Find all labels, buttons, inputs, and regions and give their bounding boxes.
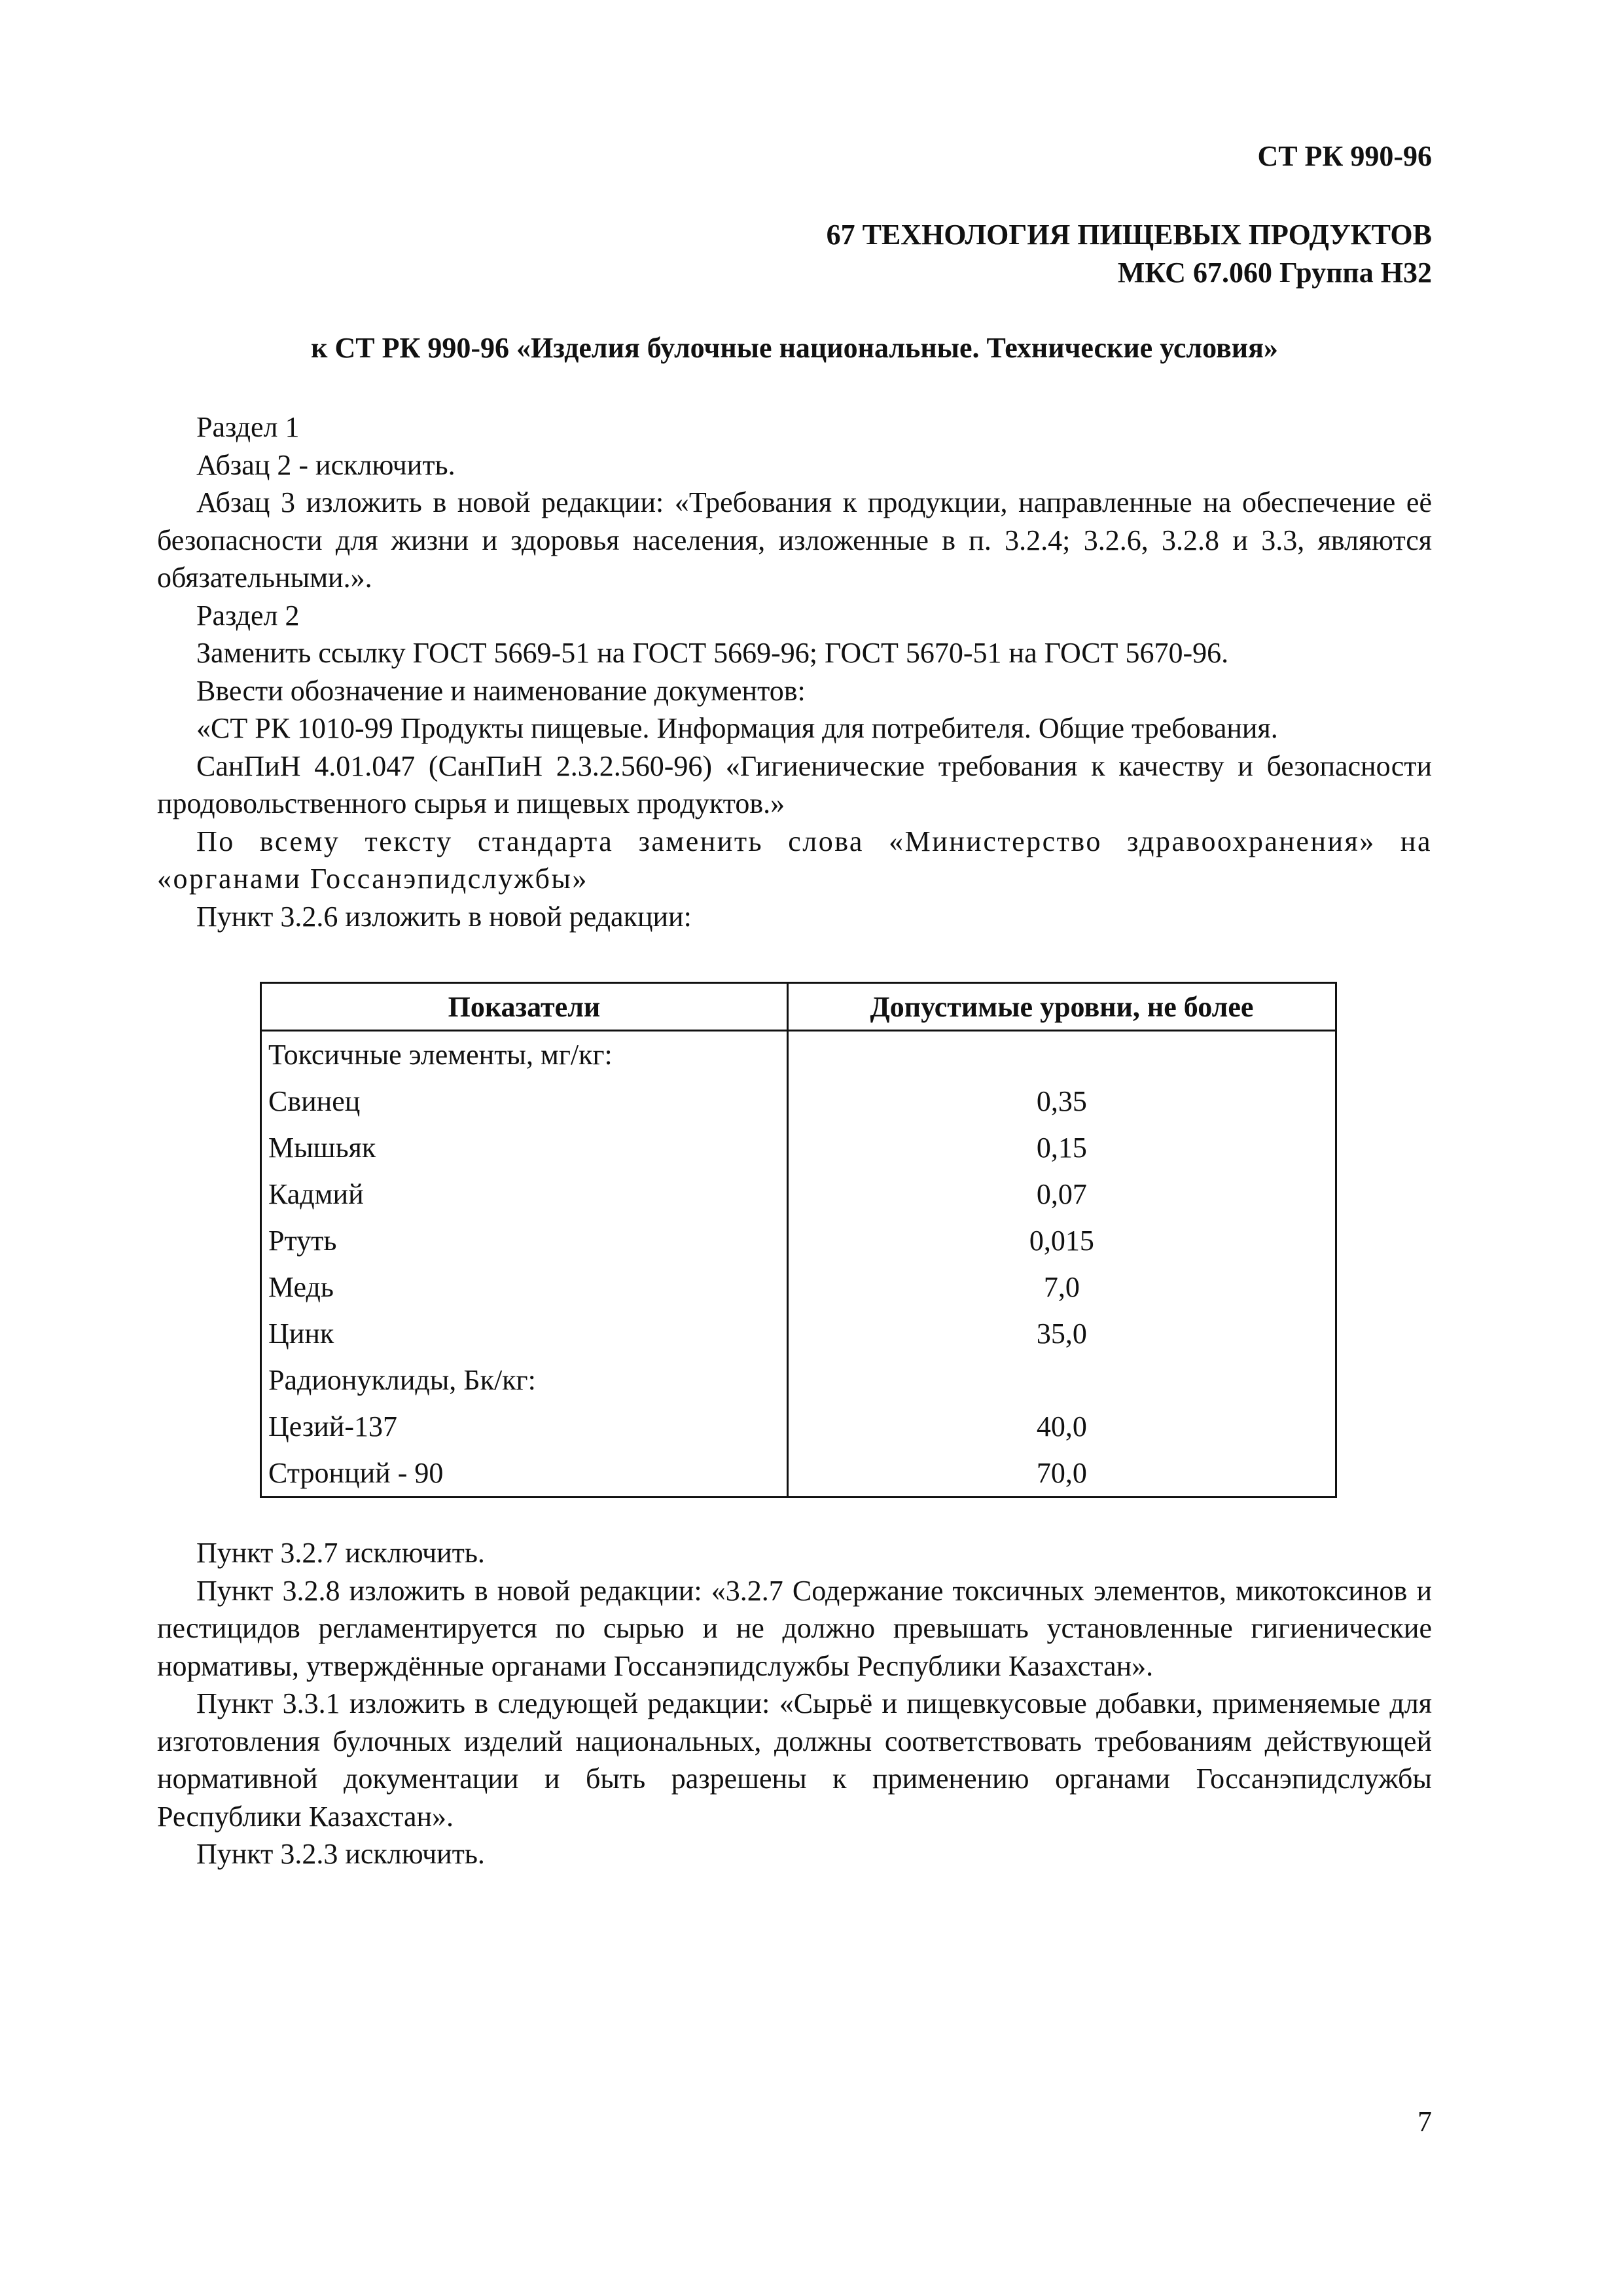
table-row (261, 1264, 1336, 1310)
table-cell-name: Токсичные элементы, мг/кг: (261, 1031, 788, 1079)
table-row (261, 1310, 1336, 1357)
table-cell-name: Медь (261, 1264, 788, 1310)
paragraph: Ввести обозначение и наименование документов: (196, 674, 806, 707)
paragraph: «СТ РК 1010-99 Продукты пищевые. Информация для потребителя. Общие требования. (196, 712, 1278, 744)
table-row (261, 1357, 1336, 1403)
table-cell-value: 40,0 (787, 1403, 1336, 1450)
table-cell-value: 0,015 (787, 1217, 1336, 1264)
table-cell-value: 0,07 (787, 1171, 1336, 1217)
paragraph: Раздел 2 (196, 599, 300, 632)
table-cell-value: 35,0 (787, 1310, 1336, 1357)
paragraph: Заменить ссылку ГОСТ 5669-51 на ГОСТ 5669-96; ГОСТ 5670-51 на ГОСТ 5670-96. (196, 637, 1229, 669)
table-cell-name: Кадмий (261, 1171, 788, 1217)
table-cell-name: Цезий-137 (261, 1403, 788, 1450)
ics-group: МКС 67.060 Группа Н32 (1117, 257, 1432, 289)
paragraph: Абзац 3 изложить в новой редакции: «Требования к продукции, направленные на обеспечение её безопасности для жизни и здоровья населения, изложенные в п. 3.2.4; 3.2.6, 3.2.8 и 3.3, являются обязательными.». (157, 486, 1432, 594)
table-row (261, 1217, 1336, 1264)
body-text-after-table (157, 1534, 1432, 1873)
table-row (261, 1078, 1336, 1124)
paragraph: Раздел 1 (196, 411, 300, 443)
table-cell-name: Радионуклиды, Бк/кг: (261, 1357, 788, 1403)
table-cell-name: Свинец (261, 1078, 788, 1124)
table-cell-value (787, 1357, 1336, 1403)
norms-table (260, 982, 1337, 1498)
page-number: 7 (1418, 2106, 1432, 2138)
table-row (261, 1171, 1336, 1217)
table-cell-value: 7,0 (787, 1264, 1336, 1310)
paragraph: Пункт 3.2.3 исключить. (196, 1838, 485, 1870)
paragraph: Абзац 2 - исключить. (196, 448, 455, 481)
table-row (261, 1403, 1336, 1450)
paragraph: Пункт 3.2.7 исключить. (196, 1537, 485, 1569)
paragraph: Пункт 3.2.8 изложить в новой редакции: «3.2.7 Содержание токсичных элементов, микотоксинов и пестицидов регламентируется по сырью и не должно превышать установленные гигиенические нормативы, утверждённые органами Госсанэпидслужбы Республики Казахстан». (157, 1574, 1432, 1682)
section-title: 67 ТЕХНОЛОГИЯ ПИЩЕВЫХ ПРОДУКТОВ (826, 219, 1432, 251)
table-cell-value: 0,15 (787, 1124, 1336, 1171)
amendment-title: к СТ РК 990-96 «Изделия булочные национальные. Технические условия» (311, 332, 1278, 364)
table-cell-name: Мышьяк (261, 1124, 788, 1171)
table-row (261, 1124, 1336, 1171)
paragraph: СанПиН 4.01.047 (СанПиН 2.3.2.560-96) «Гигиенические требования к качеству и безопасности продовольственного сырья и пищевых продуктов.» (157, 749, 1432, 819)
table-cell-name: Стронций - 90 (261, 1450, 788, 1498)
paragraph: По всему тексту стандарта заменить слова «Министерство здравоохранения» на «органами Госсанэпидслужбы» (157, 825, 1432, 895)
paragraph: Пункт 3.3.1 изложить в следующей редакции: «Сырьё и пищевкусовые добавки, применяемые для изготовления булочных изделий национальных, должны соответствовать требованиям действующей нормативной документации и быть разрешены к применению органами Госсанэпидслужбы Республики Казахстан». (157, 1687, 1432, 1833)
paragraph: Пункт 3.2.6 изложить в новой редакции: (196, 900, 692, 933)
body-text-before-table (157, 408, 1432, 935)
table-cell-value (787, 1031, 1336, 1079)
table-header: Показатели (261, 983, 788, 1031)
table-header-row (261, 983, 1336, 1031)
table-cell-name: Ртуть (261, 1217, 788, 1264)
table-row (261, 1031, 1336, 1079)
table-cell-name: Цинк (261, 1310, 788, 1357)
table-row (261, 1450, 1336, 1498)
table-cell-value: 70,0 (787, 1450, 1336, 1498)
table-cell-value: 0,35 (787, 1078, 1336, 1124)
table-header: Допустимые уровни, не более (787, 983, 1336, 1031)
doc-code: СТ РК 990-96 (1257, 140, 1432, 172)
